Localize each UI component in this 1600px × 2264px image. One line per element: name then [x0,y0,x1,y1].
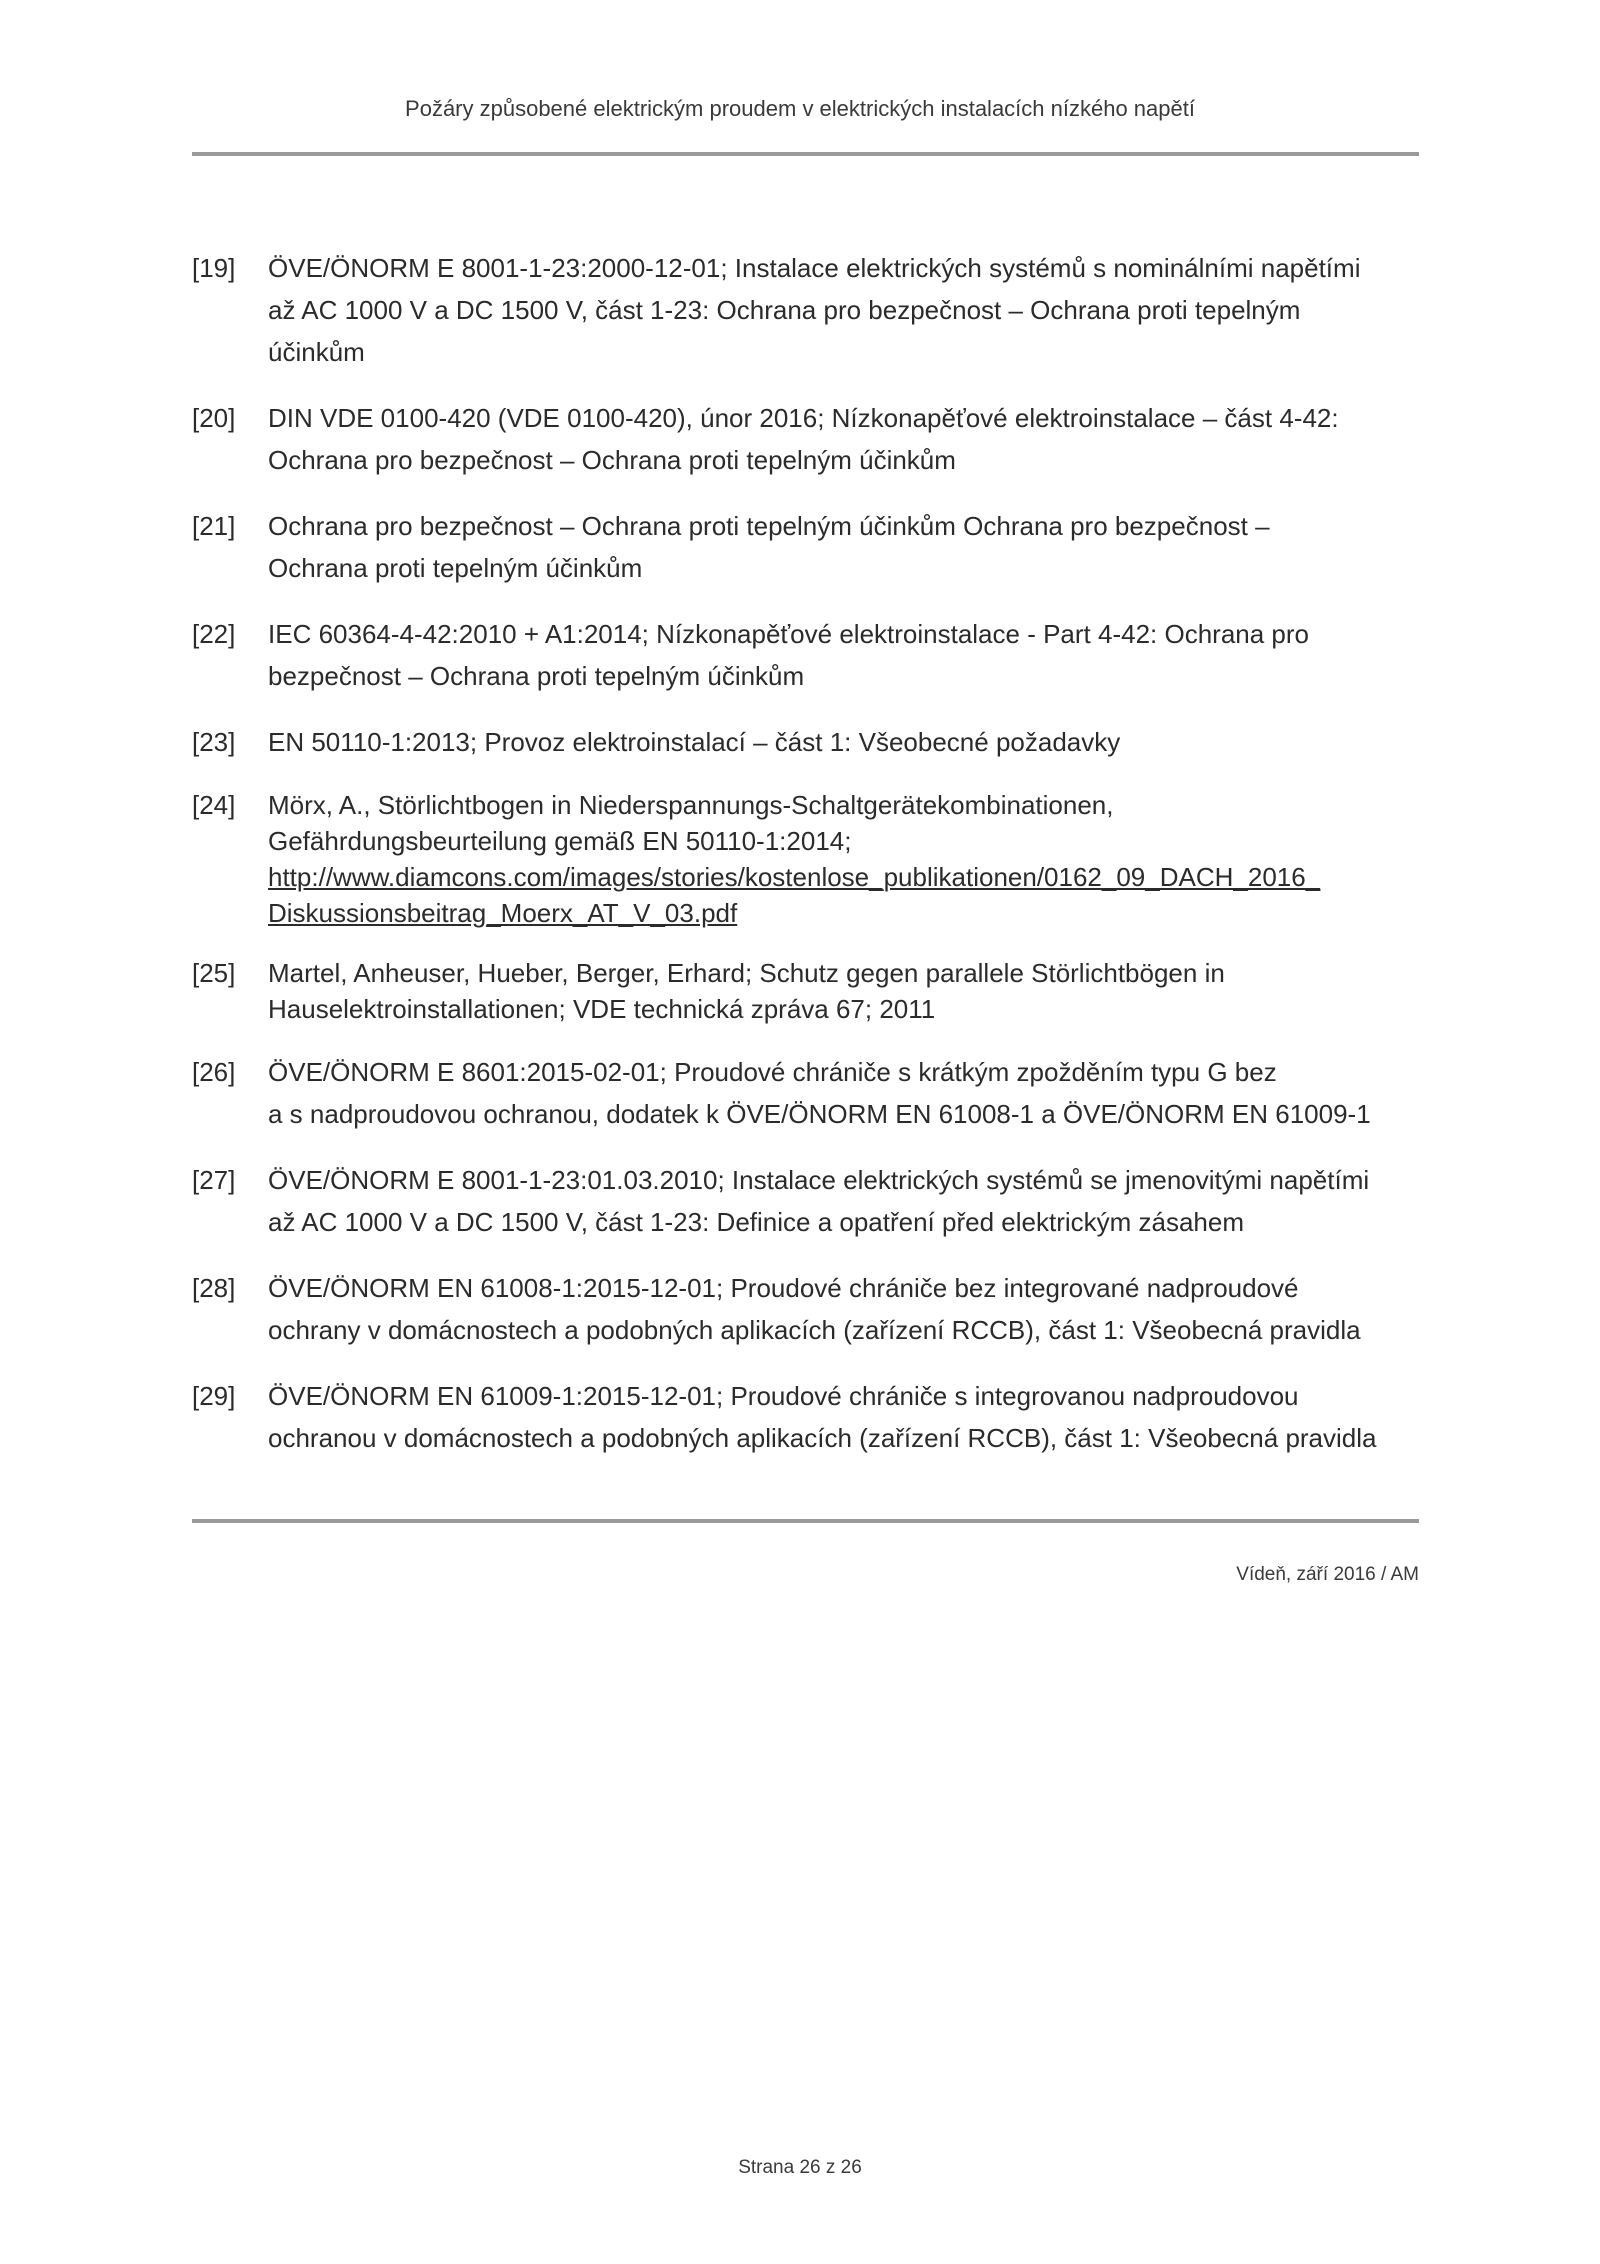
header-divider [192,152,1419,156]
reference-line: Hauselektroinstallationen; VDE technická zpráva 67; 2011 [268,994,936,1024]
reference-item [192,721,1432,763]
reference-number: [21] [192,511,236,541]
reference-number: [27] [192,1165,236,1195]
reference-url-link[interactable]: Diskussionsbeitrag_Moerx_AT_V_03.pdf [268,898,738,928]
reference-line: až AC 1000 V a DC 1500 V, část 1-23: Ochrana pro bezpečnost – Ochrana proti tepelným [268,295,1301,325]
reference-line: DIN VDE 0100-420 (VDE 0100-420), únor 2016; Nízkonapěťové elektroinstalace – část 4-42: [268,403,1339,433]
reference-text [268,955,1432,1027]
reference-item [192,397,1432,481]
reference-list [192,247,1432,1483]
reference-line: Ochrana proti tepelným účinkům [268,553,643,583]
reference-number: [24] [192,790,236,820]
reference-text [268,1051,1432,1135]
reference-item [192,955,1432,1027]
reference-line: a s nadproudovou ochranou, dodatek k ÖVE/ÖNORM EN 61008-1 a ÖVE/ÖNORM EN 61009-1 [268,1099,1371,1129]
reference-line: Martel, Anheuser, Hueber, Berger, Erhard; Schutz gegen parallele Störlichtbögen in [268,958,1225,988]
reference-text [268,613,1432,697]
reference-item [192,1267,1432,1351]
page-number: Strana 26 z 26 [738,2157,862,2178]
reference-line: účinkům [268,337,365,367]
reference-number: [26] [192,1057,236,1087]
reference-item [192,247,1432,373]
reference-text [268,1267,1432,1351]
reference-line: bezpečnost – Ochrana proti tepelným účinkům [268,661,805,691]
place-date-note: Vídeň, září 2016 / AM [1236,1564,1419,1585]
reference-number: [20] [192,403,236,433]
reference-item [192,787,1432,931]
reference-text [268,247,1432,373]
reference-number: [19] [192,253,236,283]
reference-line: ochranou v domácnostech a podobných aplikacích (zařízení RCCB), část 1: Všeobecná pravidla [268,1423,1377,1453]
reference-number: [29] [192,1381,236,1411]
reference-text [268,1375,1432,1459]
reference-line: ochrany v domácnostech a podobných aplikacích (zařízení RCCB), část 1: Všeobecná pravidla [268,1315,1361,1345]
reference-text [268,397,1432,481]
reference-line: ÖVE/ÖNORM EN 61009-1:2015-12-01; Proudové chrániče s integrovanou nadproudovou [268,1381,1299,1411]
reference-line: ÖVE/ÖNORM EN 61008-1:2015-12-01; Proudové chrániče bez integrované nadproudové [268,1273,1299,1303]
reference-line: Ochrana pro bezpečnost – Ochrana proti tepelným účinkům Ochrana pro bezpečnost – [268,511,1270,541]
reference-number: [25] [192,958,236,988]
reference-number: [28] [192,1273,236,1303]
footer-divider [192,1519,1419,1523]
reference-line: ÖVE/ÖNORM E 8601:2015-02-01; Proudové chrániče s krátkým zpožděním typu G bez [268,1057,1277,1087]
reference-url-link[interactable]: http://www.diamcons.com/images/stories/kostenlose_publikationen/0162_09_DACH_2016_ [268,862,1321,892]
reference-line: Mörx, A., Störlichtbogen in Niederspannungs-Schaltgerätekombinationen, [268,790,1114,820]
reference-number: [23] [192,727,236,757]
reference-item [192,1051,1432,1135]
page-header-title: Požáry způsobené elektrickým proudem v elektrických instalacích nízkého napětí [405,96,1195,121]
reference-item [192,1375,1432,1459]
reference-item [192,613,1432,697]
reference-number: [22] [192,619,236,649]
reference-line: EN 50110-1:2013; Provoz elektroinstalací – část 1: Všeobecné požadavky [268,727,1121,757]
reference-line: ÖVE/ÖNORM E 8001-1-23:01.03.2010; Instalace elektrických systémů se jmenovitými napětími [268,1165,1370,1195]
reference-text [268,721,1432,763]
reference-line: Gefährdungsbeurteilung gemäß EN 50110-1:2014; [268,826,852,856]
reference-text [268,1159,1432,1243]
reference-item [192,1159,1432,1243]
reference-line: Ochrana pro bezpečnost – Ochrana proti tepelným účinkům [268,445,956,475]
reference-text [268,505,1432,589]
reference-line: IEC 60364-4-42:2010 + A1:2014; Nízkonapěťové elektroinstalace - Part 4-42: Ochrana pro [268,619,1310,649]
reference-line: až AC 1000 V a DC 1500 V, část 1-23: Definice a opatření před elektrickým zásahem [268,1207,1245,1237]
reference-text [268,787,1432,931]
reference-item [192,505,1432,589]
reference-line: ÖVE/ÖNORM E 8001-1-23:2000-12-01; Instalace elektrických systémů s nominálními napětími [268,253,1361,283]
